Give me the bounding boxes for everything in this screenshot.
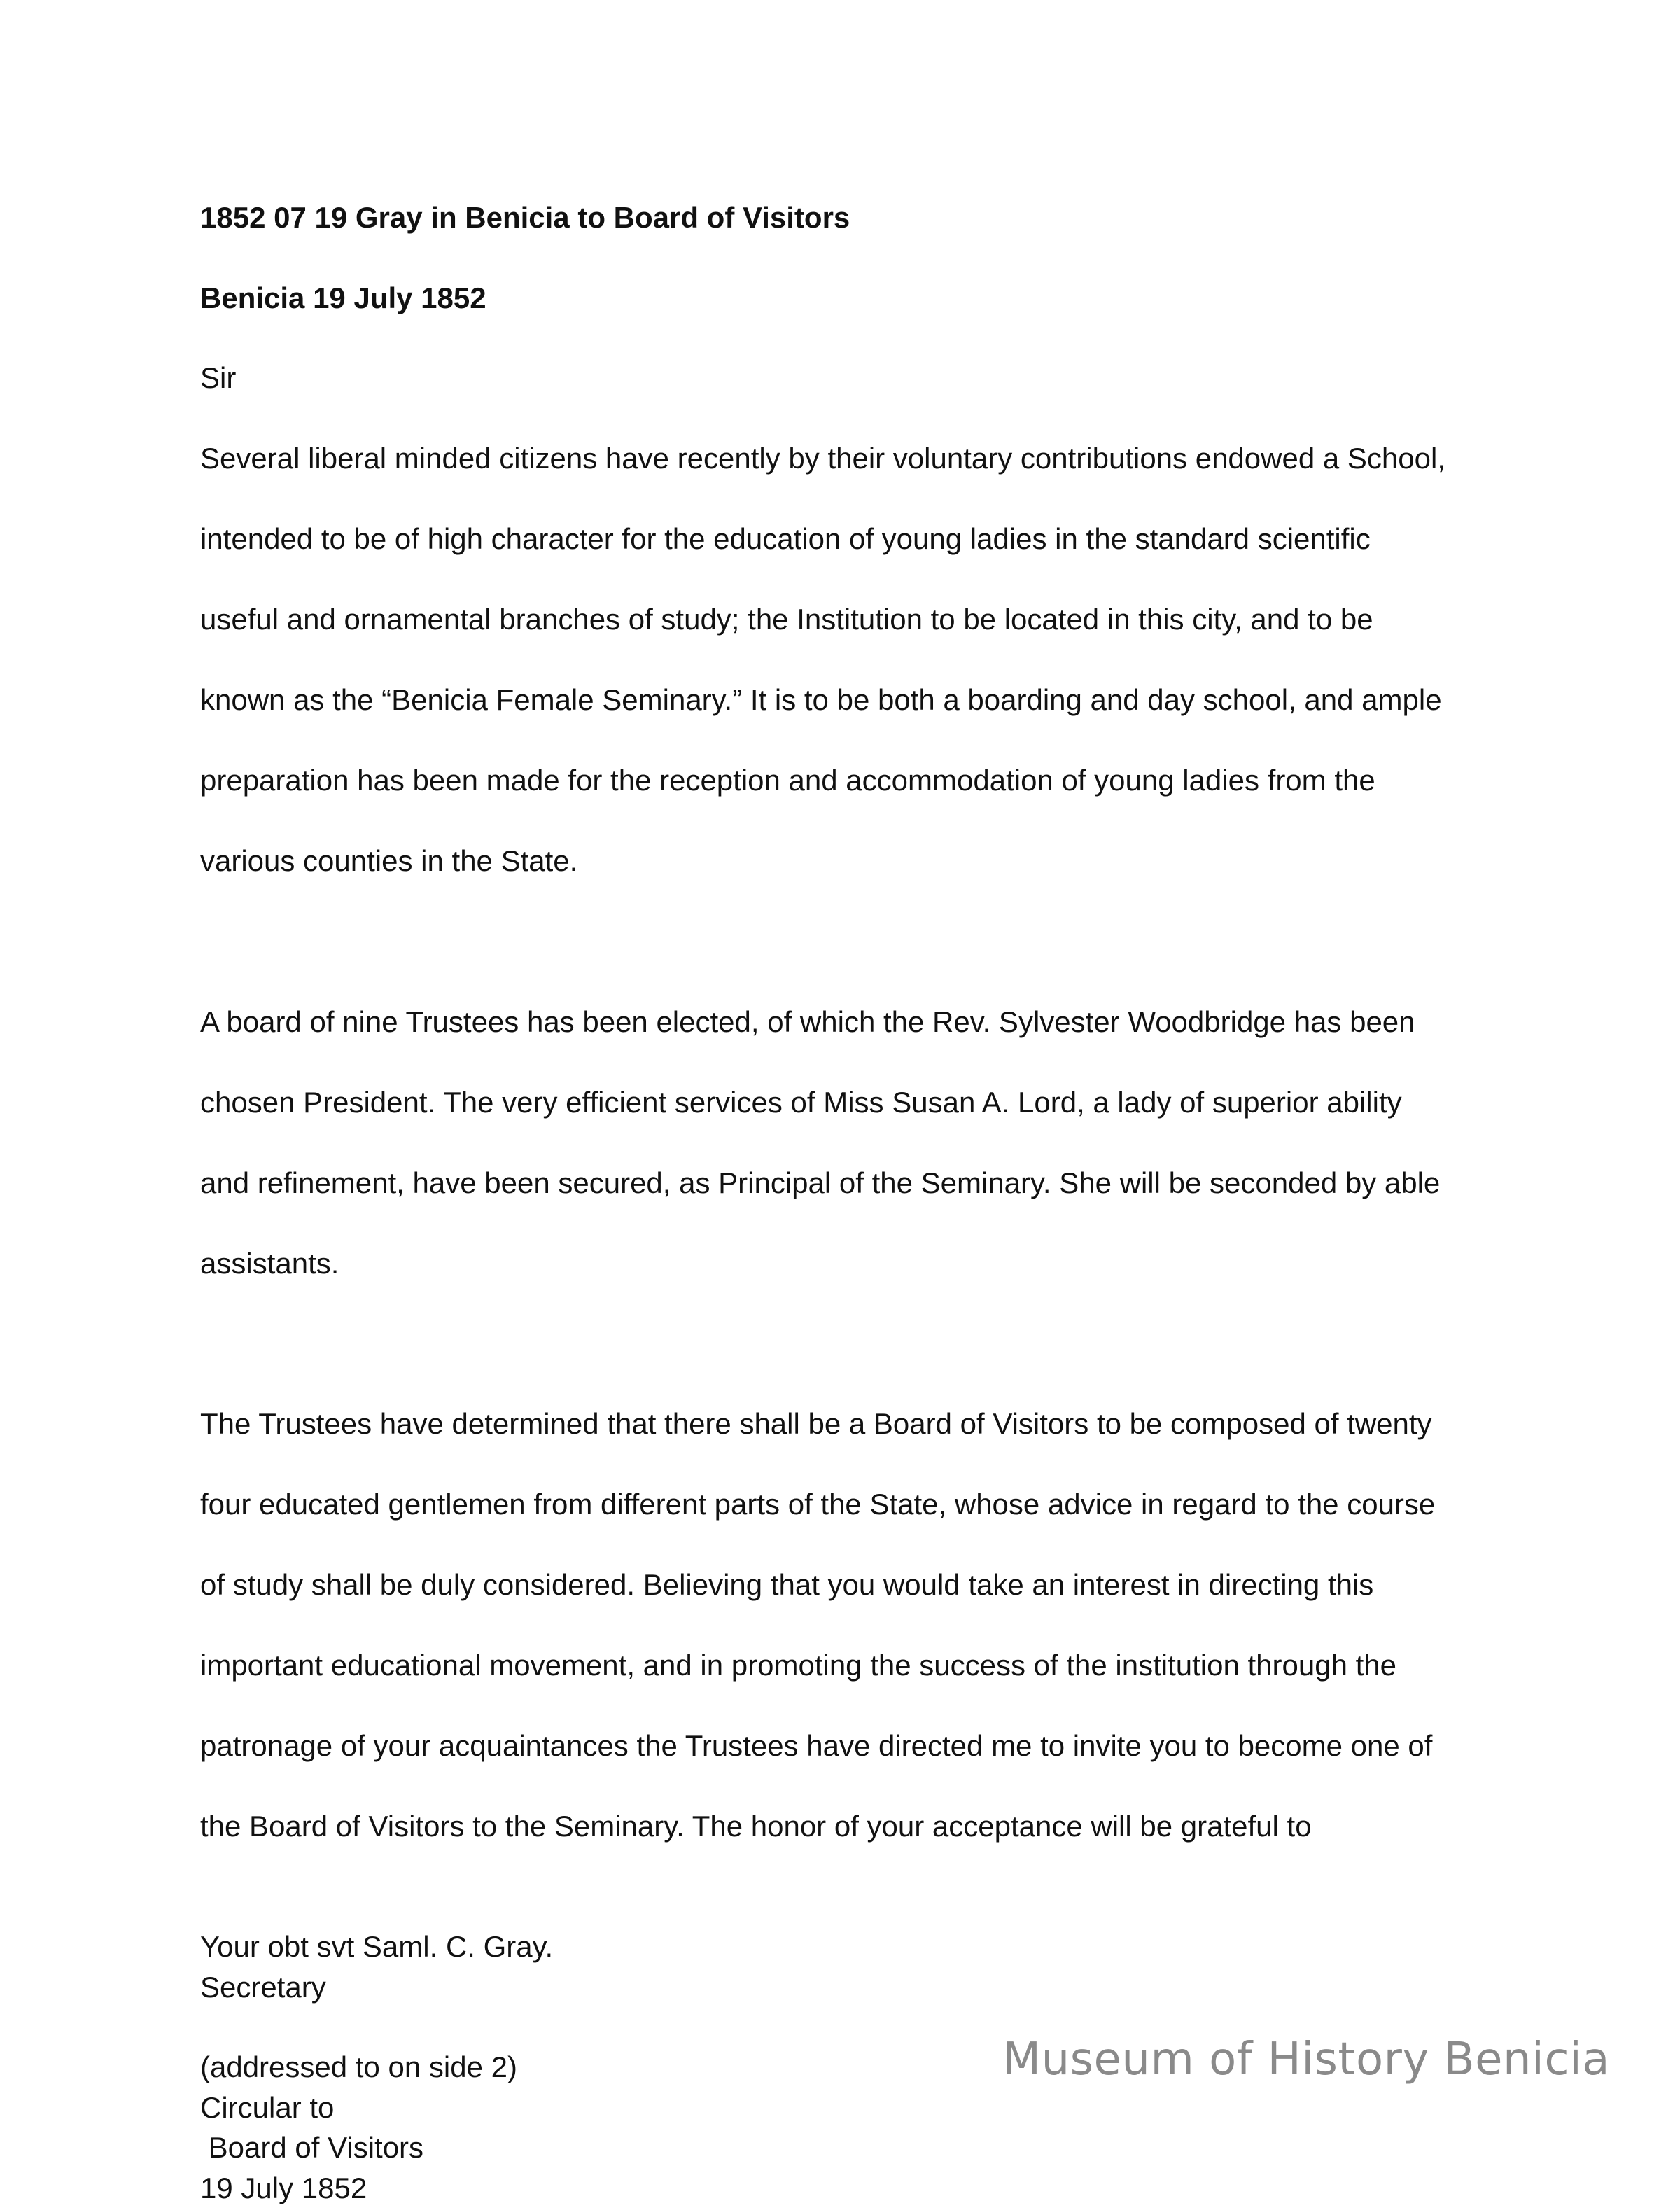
- paragraph-line: of study shall be duly considered. Believing that you would take an interest in directing this: [200, 1565, 1530, 1605]
- paragraph-line: the Board of Visitors to the Seminary. The honor of your acceptance will be grateful to: [200, 1806, 1530, 1847]
- paragraph-line: preparation has been made for the reception and accommodation of young ladies from the: [200, 760, 1530, 801]
- signature-line: Your obt svt Saml. C. Gray.: [200, 1927, 1530, 1967]
- paragraph-line: intended to be of high character for the education of young ladies in the standard scientific: [200, 519, 1530, 559]
- closing-signature: [200, 1927, 1530, 2007]
- paragraph-line: useful and ornamental branches of study; the Institution to be located in this city, and to be: [200, 599, 1530, 640]
- paragraph-line: four educated gentlemen from different parts of the State, whose advice in regard to the course: [200, 1484, 1530, 1525]
- salutation: Sir: [200, 358, 1530, 398]
- address-line: 19 July 1852: [200, 2168, 1530, 2208]
- letter-transcription: [200, 197, 1530, 2208]
- paragraph-line: The Trustees have determined that there shall be a Board of Visitors to be composed of twenty: [200, 1404, 1530, 1444]
- paragraph-line: known as the “Benicia Female Seminary.” It is to be both a boarding and day school, and ample: [200, 680, 1530, 720]
- paragraph-1: [200, 398, 1530, 922]
- paragraph-3: [200, 1364, 1530, 1887]
- museum-watermark: Museum of History Benicia: [1002, 2034, 1610, 2085]
- paragraph-line: various counties in the State.: [200, 841, 1530, 881]
- document-title: 1852 07 19 Gray in Benicia to Board of Visitors: [200, 197, 1530, 238]
- paragraph-line: A board of nine Trustees has been elected, of which the Rev. Sylvester Woodbridge has been: [200, 1002, 1530, 1042]
- address-line: Board of Visitors: [200, 2127, 1530, 2168]
- paragraph-line: Several liberal minded citizens have recently by their voluntary contributions endowed a School,: [200, 438, 1530, 479]
- dateline: Benicia 19 July 1852: [200, 278, 1530, 319]
- paragraph-line: and refinement, have been secured, as Principal of the Seminary. She will be seconded by able: [200, 1163, 1530, 1203]
- paragraph-line: patronage of your acquaintances the Trustees have directed me to invite you to become one of: [200, 1726, 1530, 1766]
- paragraph-line: chosen President. The very efficient services of Miss Susan A. Lord, a lady of superior ability: [200, 1082, 1530, 1123]
- paragraph-line: important educational movement, and in promoting the success of the institution through the: [200, 1645, 1530, 1686]
- paragraph-2: [200, 961, 1530, 1324]
- paragraph-line: assistants.: [200, 1243, 1530, 1284]
- address-line: Circular to: [200, 2088, 1530, 2128]
- address-line: (addressed to on side 2): [200, 2047, 1530, 2088]
- signature-title: Secretary: [200, 1967, 1530, 2008]
